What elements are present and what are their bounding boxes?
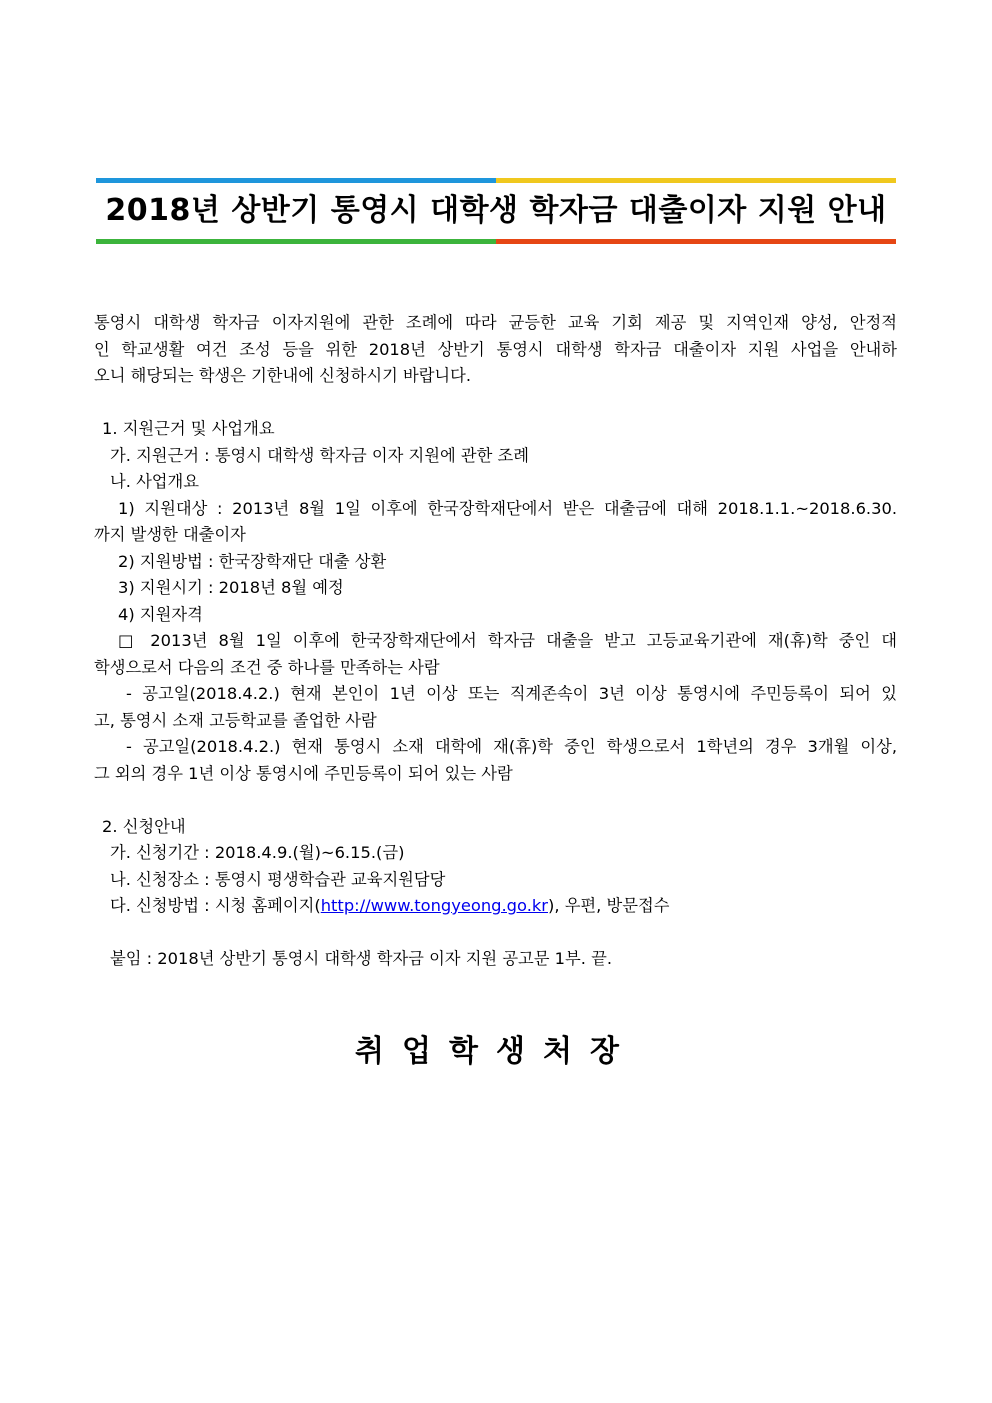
title-top-bar-yellow	[496, 178, 896, 183]
qualification-line-2: 학생으로서 다음의 조건 중 하나를 만족하는 사람	[94, 657, 440, 677]
section1-item1-line-1: 1) 지원대상 : 2013년 8월 1일 이후에 한국장학재단에서 받은 대출금에 대해 2018.1.1.~2018.6.30.	[118, 498, 897, 518]
section2-da	[94, 893, 897, 920]
title-bottom-bar-green	[96, 239, 496, 244]
section2-na: 나. 신청장소 : 통영시 평생학습관 교육지원담당	[110, 869, 446, 889]
section1-item4: 4) 지원자격	[118, 604, 203, 624]
signature: 취업학생처장	[355, 1034, 637, 1069]
intro-line-3: 오니 해당되는 학생은 기한내에 신청하시기 바랍니다.	[94, 366, 472, 385]
spacer	[94, 920, 897, 947]
section2-da-prefix: 다. 신청방법 : 시청 홈페이지(	[110, 896, 321, 915]
condition2-line-1: - 공고일(2018.4.2.) 현재 통영시 소재 대학에 재(휴)학 중인 학생으로서 1학년의 경우 3개월 이상,	[126, 737, 897, 756]
section2-ga: 가. 신청기간 : 2018.4.9.(월)~6.15.(금)	[110, 843, 405, 862]
qualification-line-1: □ 2013년 8월 1일 이후에 한국장학재단에서 학자금 대출을 받고 고등교육기관에 재(휴)학 중인 대	[118, 631, 897, 650]
section2-da-suffix: ), 우편, 방문접수	[548, 896, 670, 915]
intro-line-2: 인 학교생활 여건 조성 등을 위한 2018년 상반기 통영시 대학생 학자금 대출이자 지원 사업을 안내하	[94, 339, 897, 359]
section1-ga: 가. 지원근거 : 통영시 대학생 학자금 이자 지원에 관한 조례	[110, 445, 529, 465]
page-title: 2018년 상반기 통영시 대학생 학자금 대출이자 지원 안내	[105, 193, 887, 228]
intro-line-1: 통영시 대학생 학자금 이자지원에 관한 조례에 따라 균등한 교육 기회 제공 및 지역인재 양성, 안정적	[94, 313, 897, 332]
section1-na: 나. 사업개요	[110, 472, 199, 491]
title-top-bar	[96, 178, 896, 183]
condition1-line-1: - 공고일(2018.4.2.) 현재 본인이 1년 이상 또는 직계존속이 3년 이상 통영시에 주민등록이 되어 있	[126, 684, 897, 703]
spacer	[94, 787, 897, 814]
condition1-line-2: 고, 통영시 소재 고등학교를 졸업한 사람	[94, 710, 377, 730]
attachment-note: 붙임 : 2018년 상반기 통영시 대학생 학자금 이자 지원 공고문 1부. 끝.	[110, 949, 613, 968]
condition2-line-2: 그 외의 경우 1년 이상 통영시에 주민등록이 되어 있는 사람	[94, 763, 513, 783]
homepage-link[interactable]: http://www.tongyeong.go.kr	[320, 896, 548, 915]
section1-heading: 1. 지원근거 및 사업개요	[102, 419, 275, 438]
section1-item3: 3) 지원시기 : 2018년 8월 예정	[118, 578, 344, 597]
section1-item2: 2) 지원방법 : 한국장학재단 대출 상환	[118, 551, 387, 571]
title-bottom-bar-red	[496, 239, 896, 244]
title-top-bar-blue	[96, 178, 496, 183]
section1-item1-line-2: 까지 발생한 대출이자	[94, 525, 246, 544]
document-body	[94, 310, 897, 973]
title-banner	[96, 178, 896, 244]
spacer	[94, 390, 897, 417]
title-bottom-bar	[96, 239, 896, 244]
section2-heading: 2. 신청안내	[102, 816, 186, 836]
